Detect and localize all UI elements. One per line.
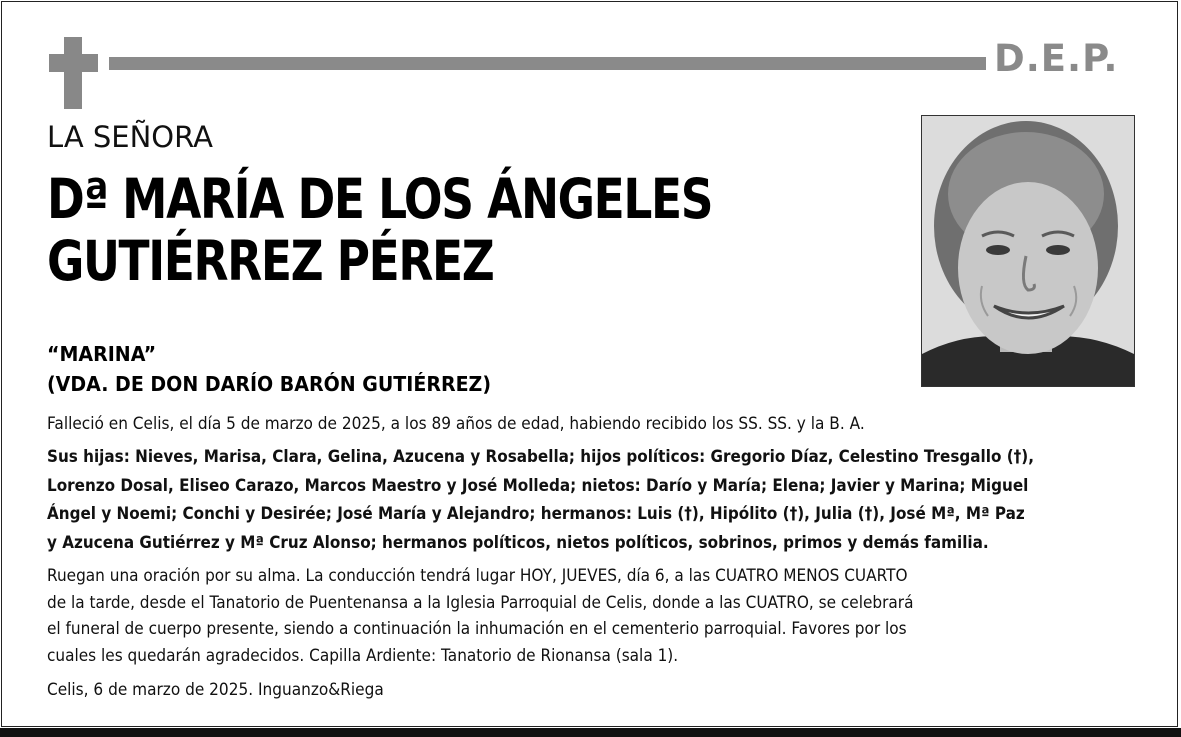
funeral-details xyxy=(47,563,1133,669)
nickname: “MARINA” xyxy=(47,342,157,366)
name-line-2: GUTIÉRREZ PÉREZ xyxy=(47,229,494,293)
death-notice: Falleció en Celis, el día 5 de marzo de 2025, a los 89 años de edad, habiendo recibido los SS. SS. y la B. A. xyxy=(47,414,865,433)
bottom-border xyxy=(0,728,1181,737)
funeral-line: cuales les quedarán agradecidos. Capilla Ardiente: Tanatorio de Rionansa (sala 1). xyxy=(47,645,679,665)
deceased-name xyxy=(47,168,838,292)
name-line-1: Dª MARÍA DE LOS ÁNGELES xyxy=(47,167,713,231)
cross-icon-arm xyxy=(49,54,98,72)
title-label: LA SEÑORA xyxy=(47,120,213,154)
signature-line: Celis, 6 de marzo de 2025. Inguanzo&Riega xyxy=(47,680,384,699)
portrait-photo xyxy=(921,115,1135,387)
family-line: Sus hijas: Nieves, Marisa, Clara, Gelina, Azucena y Rosabella; hijos políticos: Gregorio Díaz, Celestino Tresgallo (†), xyxy=(47,447,1035,466)
family-list xyxy=(47,443,1126,557)
family-line: Lorenzo Dosal, Eliseo Carazo, Marcos Maestro y José Molleda; nietos: Darío y María; Elena; Javier y Marina; Miguel xyxy=(47,475,1029,495)
dep-label: D.E.P. xyxy=(994,37,1119,80)
funeral-line: el funeral de cuerpo presente, siendo a continuación la inhumación en el cementerio parroquial. Favores por los xyxy=(47,619,907,638)
cross-icon xyxy=(64,37,82,109)
header-rule xyxy=(109,57,986,70)
funeral-line: de la tarde, desde el Tanatorio de Puentenansa a la Iglesia Parroquial de Celis, donde a las CUATRO, se celebrará xyxy=(47,592,914,612)
widow-of: (VDA. DE DON DARÍO BARÓN GUTIÉRREZ) xyxy=(47,372,492,396)
portrait-image xyxy=(922,116,1134,386)
family-line: y Azucena Gutiérrez y Mª Cruz Alonso; hermanos políticos, nietos políticos, sobrinos, primos y demás familia. xyxy=(47,532,989,552)
funeral-line: Ruegan una oración por su alma. La conducción tendrá lugar HOY, JUEVES, día 6, a las CUATRO MENOS CUARTO xyxy=(47,566,908,585)
family-line: Ángel y Noemi; Conchi y Desirée; José María y Alejandro; hermanos: Luis (†), Hipólito (†), Julia (†), José Mª, Mª Paz xyxy=(47,504,1025,523)
